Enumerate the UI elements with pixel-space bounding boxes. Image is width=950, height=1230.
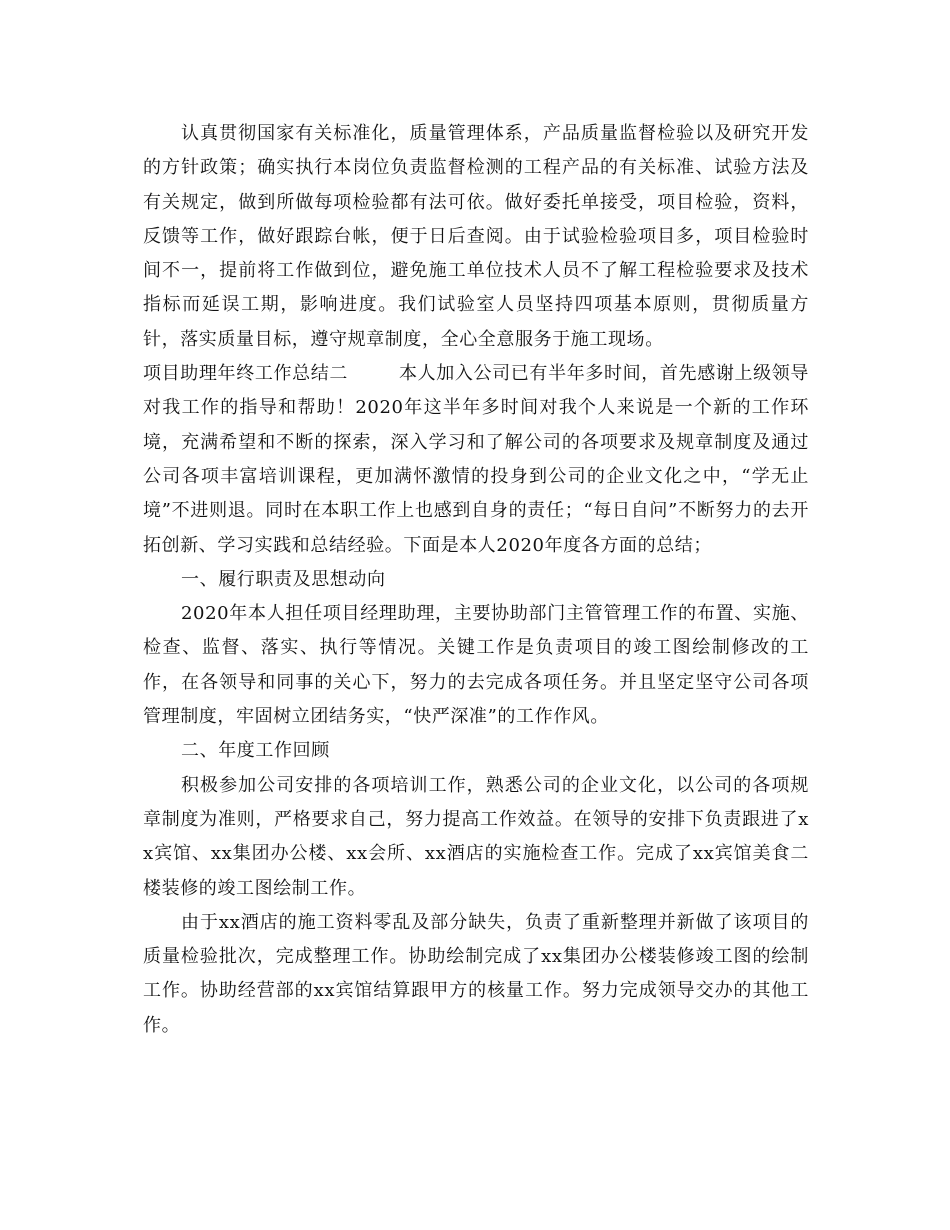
paragraph-quality-duties <box>143 117 809 357</box>
section-title: 项目助理年终工作总结二 <box>143 363 349 385</box>
heading-text: 一、履行职责及思想动向 <box>181 568 386 590</box>
paragraph-summary-intro <box>143 357 809 563</box>
paragraph-text: 积极参加公司安排的各项培训工作，熟悉公司的企业文化，以公司的各项规章制度为准则，严格要求自己，努力提高工作效益。在领导的安排下负责跟进了xx宾馆、xx集团办公楼、xx会所、xx酒店的实施检查工作。完成了xx宾馆美食二楼装修的竣工图绘制工作。 <box>143 774 809 899</box>
paragraph-text: 由于xx酒店的施工资料零乱及部分缺失，负责了重新整理并新做了该项目的质量检验批次，完成整理工作。协助绘制完成了xx集团办公楼装修竣工图的绘制工作。协助经营部的xx宾馆结算跟甲方的核量工作。努力完成领导交办的其他工作。 <box>143 911 809 1036</box>
paragraph-text: 本人加入公司已有半年多时间，首先感谢上级领导对我工作的指导和帮助！2020年这半年多时间对我个人来说是一个新的工作环境，充满希望和不断的探索，深入学习和了解公司的各项要求及规章制度及通过公司各项丰富培训课程，更加满怀激情的投身到公司的企业文化之中，“学无止境”不进则退。同时在本职工作上也感到自身的责任；“每日自问”不断努力的去开拓创新、学习实践和总结经验。下面是本人2020年度各方面的总结； <box>143 363 809 556</box>
paragraph-text: 认真贯彻国家有关标准化，质量管理体系，产品质量监督检验以及研究开发的方针政策；确实执行本岗位负责监督检测的工程产品的有关标准、试验方法及有关规定，做到所做每项检验都有法可依。做好委托单接受，项目检验，资料，反馈等工作，做好跟踪台帐，便于日后查阅。由于试验检验项目多，项目检验时间不一，提前将工作做到位，避免施工单位技术人员不了解工程检验要求及技术指标而延误工期，影响进度。我们试验室人员坚持四项基本原则，贯彻质量方针，落实质量目标，遵守规章制度，全心全意服务于施工现场。 <box>143 123 809 350</box>
section-heading-duties <box>143 563 809 597</box>
paragraph-role <box>143 597 809 734</box>
paragraph-training <box>143 769 809 906</box>
document-body <box>143 117 809 1043</box>
heading-text: 二、年度工作回顾 <box>181 740 330 762</box>
paragraph-hotel-materials <box>143 906 809 1043</box>
section-heading-review <box>143 734 809 768</box>
paragraph-text: 2020年本人担任项目经理助理，主要协助部门主管管理工作的布置、实施、检查、监督、落实、执行等情况。关键工作是负责项目的竣工图绘制修改的工作，在各领导和同事的关心下，努力的去完成各项任务。并且坚定坚守公司各项管理制度，牢固树立团结务实，“快严深准”的工作作风。 <box>143 603 809 728</box>
